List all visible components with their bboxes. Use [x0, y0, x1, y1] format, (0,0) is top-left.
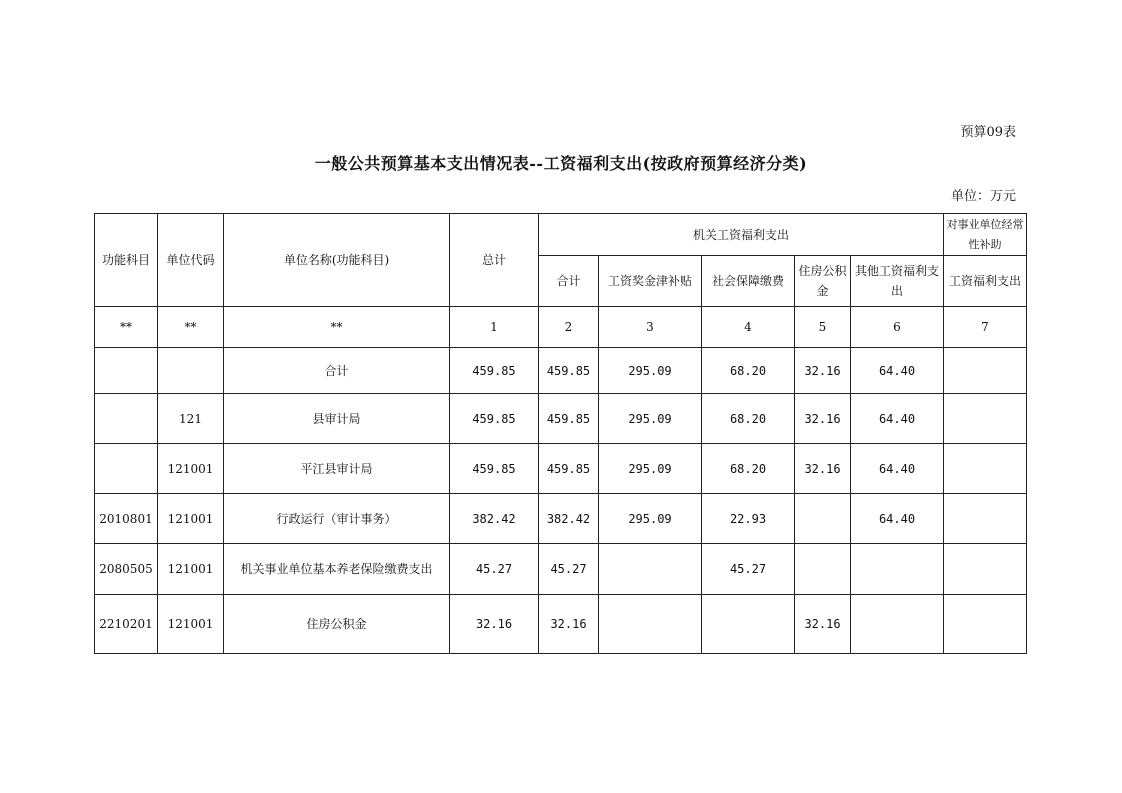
cell-welfare [944, 595, 1027, 654]
cell-func-subject: 2080505 [95, 544, 158, 595]
cell-unit-code [158, 348, 224, 394]
cell-unit-name: 合计 [224, 348, 450, 394]
index-cell: ** [95, 307, 158, 348]
index-cell: 4 [702, 307, 795, 348]
cell-total: 459.85 [450, 394, 539, 444]
cell-wages: 295.09 [599, 348, 702, 394]
header-social: 社会保障缴费 [702, 256, 795, 307]
cell-social: 45.27 [702, 544, 795, 595]
cell-housing: 32.16 [795, 595, 851, 654]
unit-label: 单位：万元 [950, 189, 1016, 204]
cell-wages [599, 544, 702, 595]
cell-other: 64.40 [851, 444, 944, 494]
cell-wages: 295.09 [599, 394, 702, 444]
cell-sum: 32.16 [539, 595, 599, 654]
cell-func-subject: 2010801 [95, 494, 158, 544]
cell-wages [599, 595, 702, 654]
cell-unit-name: 行政运行（审计事务） [224, 494, 450, 544]
cell-func-subject: 2210201 [95, 595, 158, 654]
cell-housing [795, 494, 851, 544]
cell-wages: 295.09 [599, 494, 702, 544]
cell-sum: 459.85 [539, 348, 599, 394]
header-total: 总计 [450, 214, 539, 307]
cell-welfare [944, 444, 1027, 494]
cell-housing: 32.16 [795, 394, 851, 444]
cell-func-subject [95, 348, 158, 394]
cell-sum: 459.85 [539, 444, 599, 494]
header-subsidy-group: 对事业单位经常性补助 [944, 214, 1027, 256]
cell-unit-name: 住房公积金 [224, 595, 450, 654]
header-sum: 合计 [539, 256, 599, 307]
cell-welfare [944, 394, 1027, 444]
index-cell: ** [158, 307, 224, 348]
cell-unit-name: 机关事业单位基本养老保险缴费支出 [224, 544, 450, 595]
table-row [95, 394, 1027, 444]
table-number: 预算09表 [960, 125, 1016, 140]
header-unit-code: 单位代码 [158, 214, 224, 307]
cell-housing [795, 544, 851, 595]
cell-welfare [944, 348, 1027, 394]
header-housing: 住房公积金 [795, 256, 851, 307]
cell-total: 459.85 [450, 444, 539, 494]
cell-welfare [944, 494, 1027, 544]
cell-other [851, 544, 944, 595]
page-title: 一般公共预算基本支出情况表--工资福利支出(按政府预算经济分类) [314, 154, 808, 173]
cell-func-subject [95, 444, 158, 494]
table-row [95, 348, 1027, 394]
header-welfare: 工资福利支出 [944, 256, 1027, 307]
cell-welfare [944, 544, 1027, 595]
cell-social: 22.93 [702, 494, 795, 544]
cell-sum: 45.27 [539, 544, 599, 595]
cell-unit-code: 121001 [158, 544, 224, 595]
header-wages: 工资奖金津补贴 [599, 256, 702, 307]
cell-total: 32.16 [450, 595, 539, 654]
cell-other: 64.40 [851, 394, 944, 444]
cell-social: 68.20 [702, 444, 795, 494]
header-row-1 [95, 214, 1027, 256]
index-cell: ** [224, 307, 450, 348]
cell-social: 68.20 [702, 348, 795, 394]
cell-total: 382.42 [450, 494, 539, 544]
cell-unit-code: 121001 [158, 494, 224, 544]
cell-wages: 295.09 [599, 444, 702, 494]
cell-housing: 32.16 [795, 348, 851, 394]
header-unit-name: 单位名称(功能科目) [224, 214, 450, 307]
header-org-group: 机关工资福利支出 [539, 214, 944, 256]
index-cell: 6 [851, 307, 944, 348]
cell-other: 64.40 [851, 494, 944, 544]
budget-table [94, 213, 1027, 654]
cell-unit-name: 县审计局 [224, 394, 450, 444]
cell-other: 64.40 [851, 348, 944, 394]
index-cell: 7 [944, 307, 1027, 348]
cell-social: 68.20 [702, 394, 795, 444]
table-row [95, 494, 1027, 544]
index-row [95, 307, 1027, 348]
cell-unit-code: 121001 [158, 595, 224, 654]
header-func-subject: 功能科目 [95, 214, 158, 307]
index-cell: 2 [539, 307, 599, 348]
cell-unit-code: 121001 [158, 444, 224, 494]
cell-social [702, 595, 795, 654]
table-row [95, 444, 1027, 494]
table-row [95, 595, 1027, 654]
cell-sum: 459.85 [539, 394, 599, 444]
cell-total: 459.85 [450, 348, 539, 394]
cell-other [851, 595, 944, 654]
cell-sum: 382.42 [539, 494, 599, 544]
index-cell: 5 [795, 307, 851, 348]
index-cell: 1 [450, 307, 539, 348]
header-other: 其他工资福利支出 [851, 256, 944, 307]
cell-func-subject [95, 394, 158, 444]
index-cell: 3 [599, 307, 702, 348]
table-row [95, 544, 1027, 595]
cell-total: 45.27 [450, 544, 539, 595]
cell-unit-code: 121 [158, 394, 224, 444]
cell-housing: 32.16 [795, 444, 851, 494]
cell-unit-name: 平江县审计局 [224, 444, 450, 494]
